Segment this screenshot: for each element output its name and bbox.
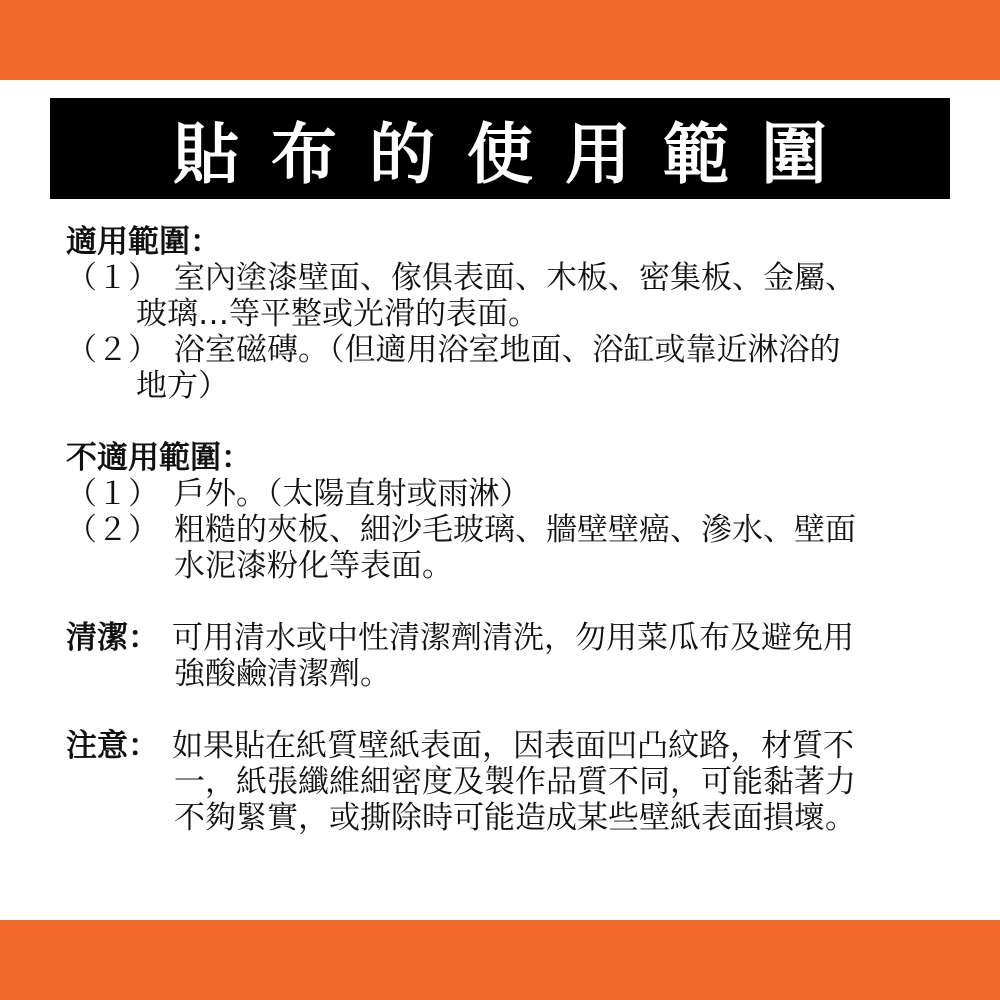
- cleaning-text-cont: 強酸鹼清潔劑。: [174, 656, 391, 692]
- top-orange-band: [0, 0, 1000, 80]
- cleaning-section: [66, 620, 946, 656]
- notice-section: [66, 728, 946, 764]
- item-number: （２）: [66, 512, 159, 548]
- title-bar: [50, 98, 950, 199]
- not-applicable-item-1: [66, 476, 946, 512]
- item-text: 浴室磁磚。（但適用浴室地面、浴缸或靠近淋浴的: [174, 332, 841, 368]
- cleaning-text: 可用清水或中性清潔劑清洗，勿用菜瓜布及避免用: [172, 620, 854, 656]
- notice-text-cont-2: 不夠緊實，或撕除時可能造成某些壁紙表面損壞。: [174, 800, 856, 836]
- item-text: 室內塗漆壁面、傢俱表面、木板、密集板、金屬、: [174, 260, 856, 296]
- content-body: [66, 224, 946, 836]
- applicable-item-2-cont: 地方）: [136, 368, 229, 404]
- item-number: （１）: [66, 260, 159, 296]
- not-applicable-item-2: [66, 512, 946, 548]
- bottom-orange-band: [0, 920, 1000, 1000]
- item-number: （２）: [66, 332, 159, 368]
- not-applicable-item-2-cont: 水泥漆粉化等表面。: [174, 548, 453, 584]
- notice-label: 注意：: [66, 728, 159, 764]
- item-number: （１）: [66, 476, 159, 512]
- applicable-heading: 適用範圍：: [66, 224, 221, 260]
- cleaning-label: 清潔：: [66, 620, 159, 656]
- notice-text-cont-1: 一，紙張纖維細密度及製作品質不同，可能黏著力: [174, 764, 856, 800]
- not-applicable-heading: 不適用範圍：: [66, 440, 252, 476]
- item-text: 粗糙的夾板、細沙毛玻璃、牆壁壁癌、滲水、壁面: [174, 512, 856, 548]
- notice-text: 如果貼在紙質壁紙表面，因表面凹凸紋路，材質不: [172, 728, 854, 764]
- applicable-item-1: [66, 260, 946, 296]
- applicable-item-1-cont: 玻璃…等平整或光滑的表面。: [136, 296, 539, 332]
- item-text: 戶外。（太陽直射或雨淋）: [174, 476, 531, 512]
- applicable-item-2: [66, 332, 946, 368]
- page-title: 貼布的使用範圍: [173, 116, 859, 193]
